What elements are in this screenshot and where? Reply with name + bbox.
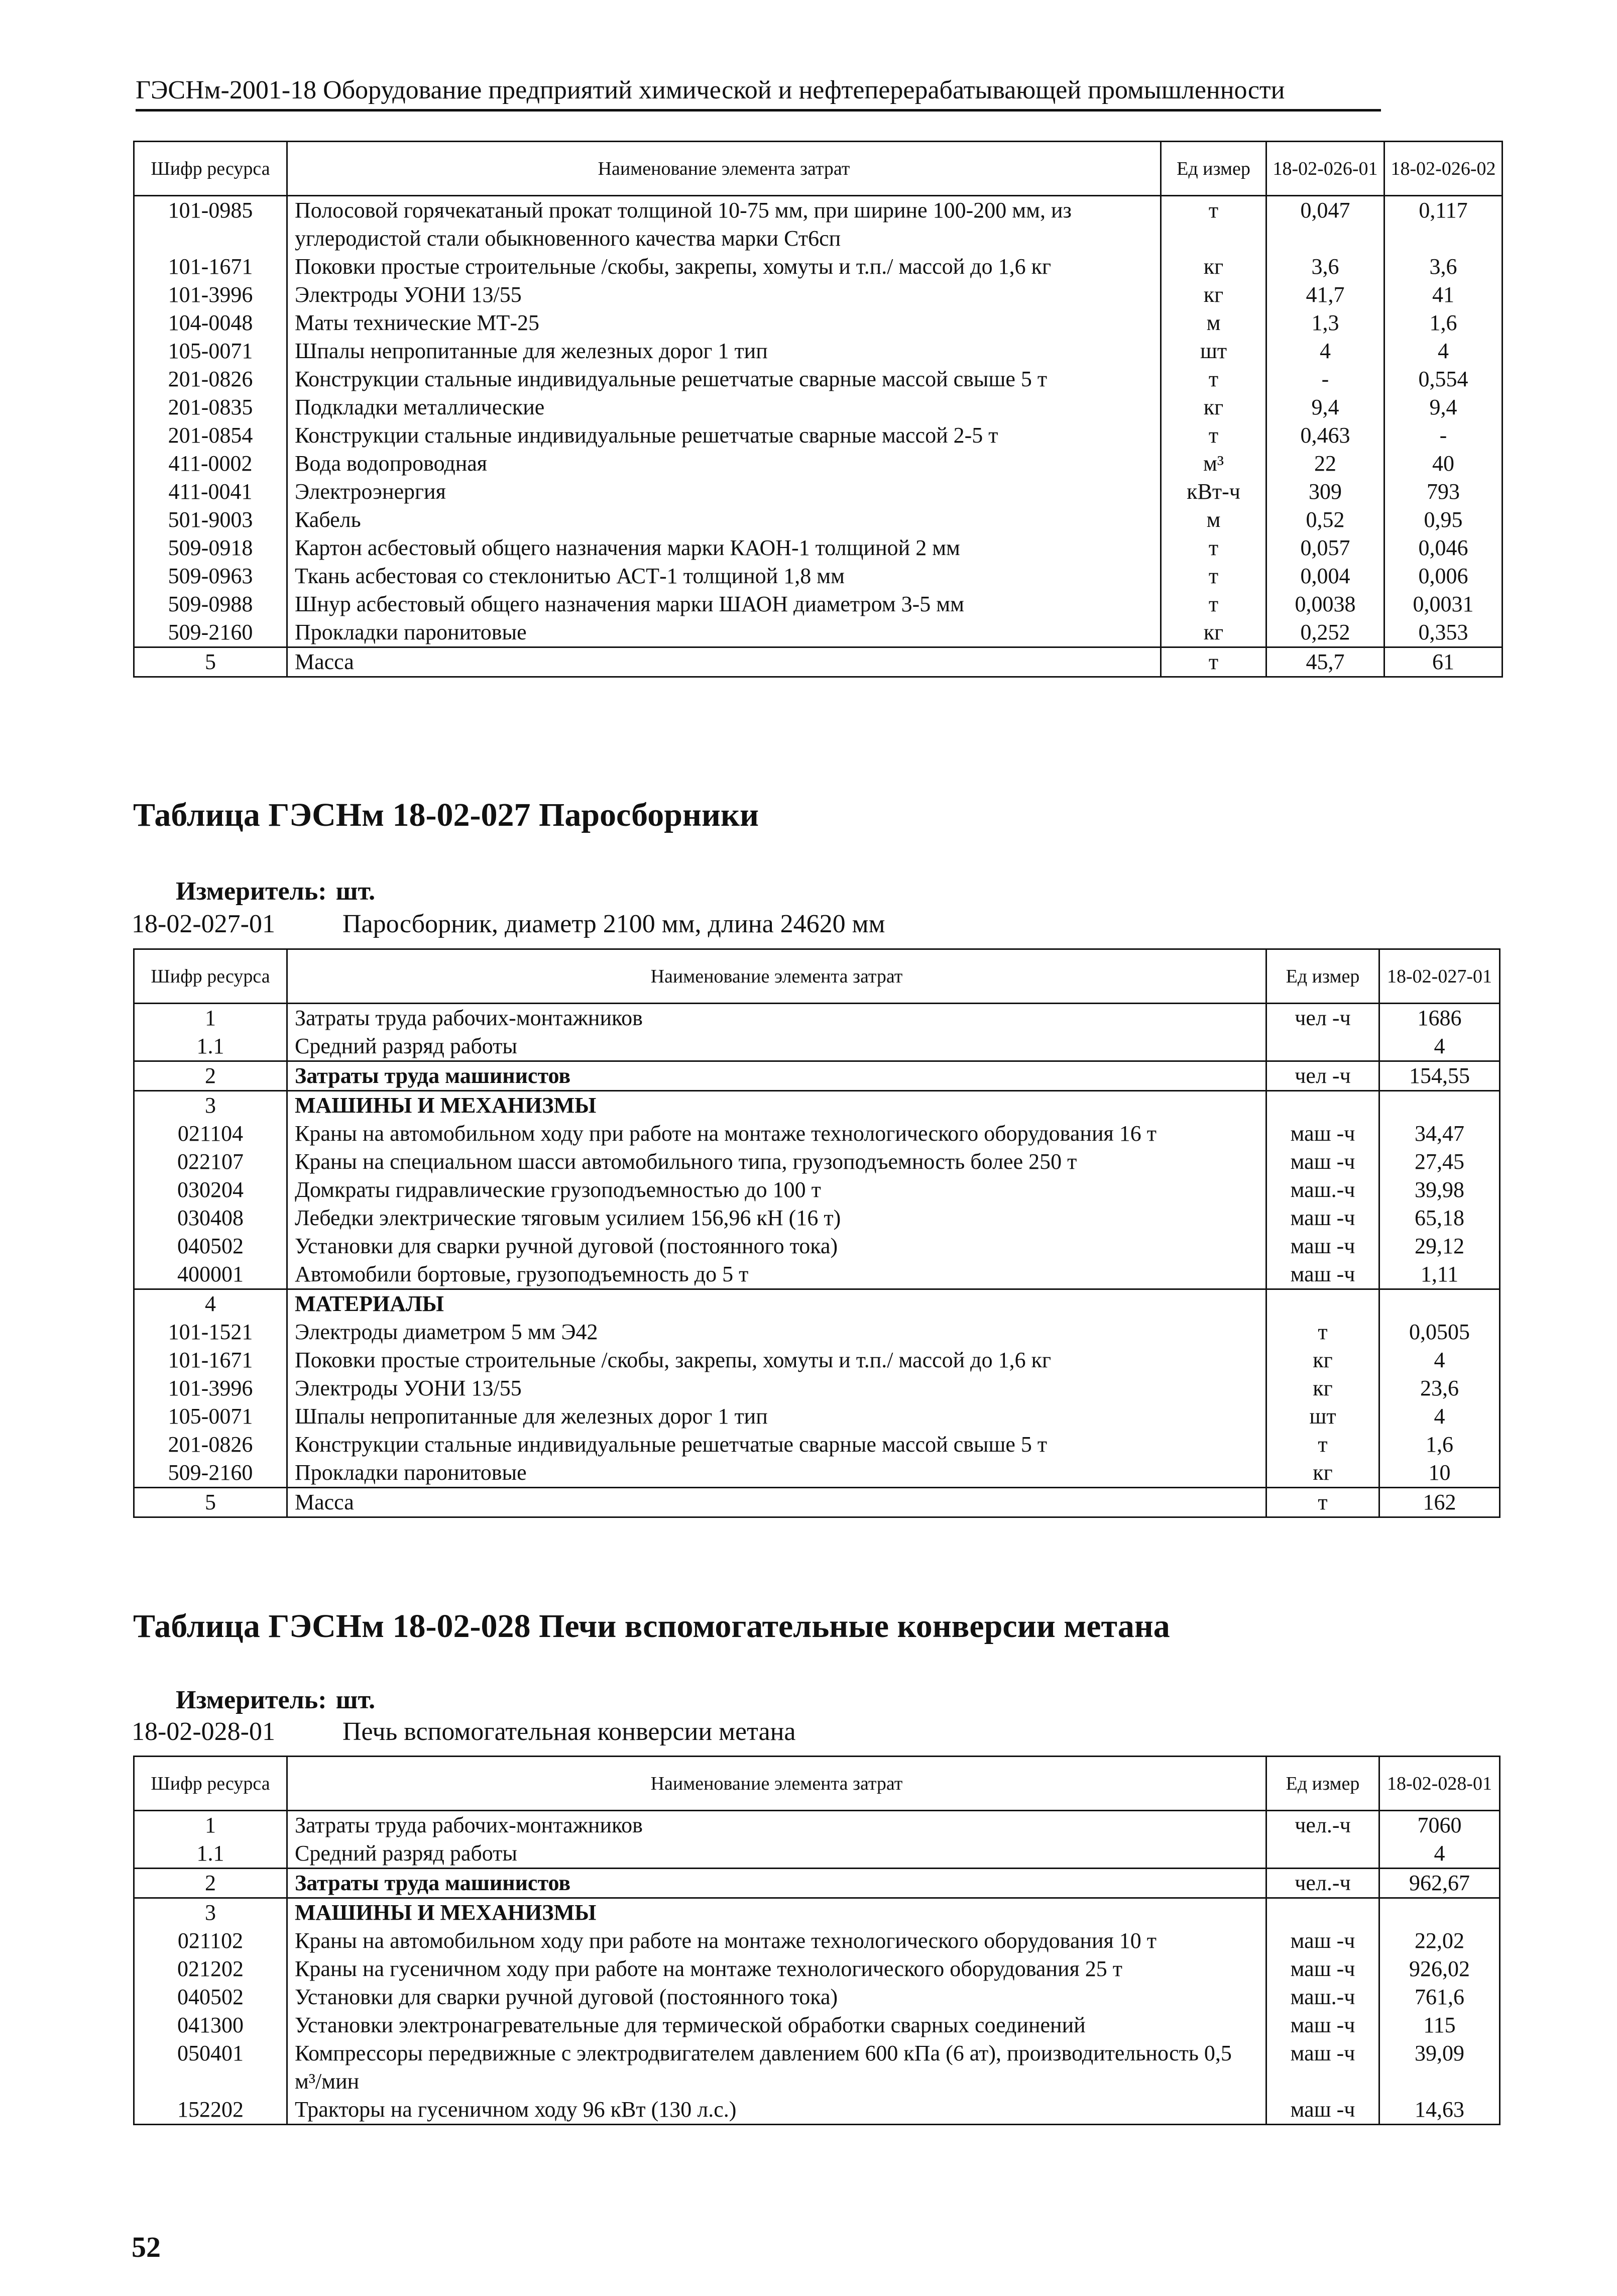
cell-v1: 4 — [1379, 1346, 1500, 1374]
table-row — [134, 1260, 1500, 1289]
cell-v2: 0,554 — [1384, 365, 1503, 393]
cell-code: 101-1671 — [134, 1346, 287, 1374]
cell-v1: 1,3 — [1266, 309, 1384, 337]
cell-code: 021202 — [134, 1955, 287, 1983]
cell-unit: т — [1161, 196, 1266, 253]
table-row — [134, 2011, 1500, 2039]
cell-unit: маш -ч — [1266, 1260, 1379, 1289]
cell-v1: 10 — [1379, 1459, 1500, 1488]
cell-unit: м³ — [1161, 450, 1266, 478]
cell-unit: маш -ч — [1266, 1148, 1379, 1176]
cell-v2: 0,046 — [1384, 534, 1503, 562]
cell-name: Конструкции стальные индивидуальные решетчатые сварные массой свыше 5 т — [287, 1431, 1266, 1459]
col-header-name: Наименование элемента затрат — [287, 142, 1161, 196]
cell-name: Ткань асбестовая со стеклонитью АСТ-1 толщиной 1,8 мм — [287, 562, 1161, 590]
cell-code: 050401 — [134, 2039, 287, 2096]
cell-v1: 22,02 — [1379, 1927, 1500, 1955]
meter-unit: шт. — [335, 1686, 376, 1714]
col-header-name: Наименование элемента затрат — [287, 1757, 1266, 1811]
table-row — [134, 1927, 1500, 1955]
table-row — [134, 1811, 1500, 1840]
cell-name: Шнур асбестовый общего назначения марки ШАОН диаметром 3-5 мм — [287, 590, 1161, 618]
cell-name: Вода водопроводная — [287, 450, 1161, 478]
cell-v1: 34,47 — [1379, 1120, 1500, 1148]
cell-v2: 0,0031 — [1384, 590, 1503, 618]
col-header-code: Шифр ресурса — [134, 1757, 287, 1811]
meter-line — [176, 877, 375, 906]
resource-table-18-02-026 — [133, 141, 1503, 678]
cell-name: Краны на автомобильном ходу при работе на монтаже технологического оборудования 10 т — [287, 1927, 1266, 1955]
cell-name: Электроды диаметром 5 мм Э42 — [287, 1318, 1266, 1346]
cell-unit: т — [1161, 647, 1266, 677]
cell-code: 101-1671 — [134, 253, 287, 281]
cell-code: 1 — [134, 1004, 287, 1033]
cell-code: 3 — [134, 1091, 287, 1120]
cell-code: 411-0041 — [134, 478, 287, 506]
cell-code: 5 — [134, 1488, 287, 1517]
cell-v1: 926,02 — [1379, 1955, 1500, 1983]
cell-name: Установки электронагревательные для термической обработки сварных соединений — [287, 2011, 1266, 2039]
meter-line — [176, 1685, 375, 1715]
cell-unit: чел -ч — [1266, 1061, 1379, 1091]
cell-v1: 0,057 — [1266, 534, 1384, 562]
cell-v2: 41 — [1384, 281, 1503, 309]
cell-unit: кг — [1266, 1459, 1379, 1488]
cell-v1: 1,11 — [1379, 1260, 1500, 1289]
table-row — [134, 506, 1503, 534]
cell-v1: 0,463 — [1266, 421, 1384, 450]
cell-unit: т — [1161, 562, 1266, 590]
cell-v1: 1686 — [1379, 1004, 1500, 1033]
cell-v1: 154,55 — [1379, 1061, 1500, 1091]
cell-code: 101-3996 — [134, 1374, 287, 1402]
cell-code: 509-0963 — [134, 562, 287, 590]
cell-name: Установки для сварки ручной дуговой (постоянного тока) — [287, 1232, 1266, 1260]
item-name: Паросборник, диаметр 2100 мм, длина 24620 мм — [342, 910, 885, 938]
cell-name: Подкладки металлические — [287, 393, 1161, 421]
cell-code: 105-0071 — [134, 1402, 287, 1431]
cell-unit: маш -ч — [1266, 1232, 1379, 1260]
cell-name: Конструкции стальные индивидуальные решетчатые сварные массой свыше 5 т — [287, 365, 1161, 393]
cell-code: 509-2160 — [134, 618, 287, 647]
table-row — [134, 309, 1503, 337]
cell-code: 3 — [134, 1898, 287, 1927]
cell-unit: маш -ч — [1266, 1955, 1379, 1983]
cell-name: Краны на специальном шасси автомобильного типа, грузоподъемность более 250 т — [287, 1148, 1266, 1176]
cell-name: Полосовой горячекатаный прокат толщиной 10-75 мм, при ширине 100-200 мм, из углеродистой стали обыкновенного качества марки Ст6сп — [287, 196, 1161, 253]
cell-name: Краны на гусеничном ходу при работе на монтаже технологического оборудования 25 т — [287, 1955, 1266, 1983]
cell-v1: 4 — [1379, 1839, 1500, 1869]
cell-code: 040502 — [134, 1232, 287, 1260]
table-row — [134, 534, 1503, 562]
cell-v1: 1,6 — [1379, 1431, 1500, 1459]
cell-v1: 65,18 — [1379, 1204, 1500, 1232]
meter-unit: шт. — [335, 877, 376, 906]
cell-name: Компрессоры передвижные с электродвигателем давлением 600 кПа (6 ат), производительность 0,5 м³/мин — [287, 2039, 1266, 2096]
cell-code: 509-0918 — [134, 534, 287, 562]
cell-v2: 40 — [1384, 450, 1503, 478]
cell-unit — [1266, 1289, 1379, 1319]
cell-name: Шпалы непропитанные для железных дорог 1 тип — [287, 1402, 1266, 1431]
cell-name: Электроэнергия — [287, 478, 1161, 506]
table-row — [134, 196, 1503, 253]
table-row — [134, 1148, 1500, 1176]
cell-name: Конструкции стальные индивидуальные решетчатые сварные массой 2-5 т — [287, 421, 1161, 450]
item-line — [132, 1717, 795, 1746]
table-row — [134, 253, 1503, 281]
cell-unit: т — [1161, 534, 1266, 562]
cell-unit: маш.-ч — [1266, 1983, 1379, 2011]
cell-name: Кабель — [287, 506, 1161, 534]
cell-code: 4 — [134, 1289, 287, 1319]
table-row — [134, 1120, 1500, 1148]
cell-v2: 793 — [1384, 478, 1503, 506]
cell-v1: 0,0038 — [1266, 590, 1384, 618]
cell-v1: 115 — [1379, 2011, 1500, 2039]
cell-unit: чел.-ч — [1266, 1869, 1379, 1898]
cell-unit: чел.-ч — [1266, 1811, 1379, 1840]
table-row — [134, 618, 1503, 647]
cell-code: 201-0835 — [134, 393, 287, 421]
table-row — [134, 2096, 1500, 2125]
cell-name: Затраты труда рабочих-монтажников — [287, 1811, 1266, 1840]
table-row — [134, 478, 1503, 506]
cell-code: 1.1 — [134, 1839, 287, 1869]
cell-name: Электроды УОНИ 13/55 — [287, 281, 1161, 309]
col-header-unit: Ед измер — [1266, 1757, 1379, 1811]
table-row — [134, 1983, 1500, 2011]
table-row — [134, 2039, 1500, 2096]
cell-v1: 0,004 — [1266, 562, 1384, 590]
page-number: 52 — [132, 2231, 161, 2263]
cell-code: 105-0071 — [134, 337, 287, 365]
cell-v2: 3,6 — [1384, 253, 1503, 281]
cell-v1: 7060 — [1379, 1811, 1500, 1840]
table-row — [134, 365, 1503, 393]
cell-code: 022107 — [134, 1148, 287, 1176]
cell-name: Картон асбестовый общего назначения марки КАОН-1 толщиной 2 мм — [287, 534, 1161, 562]
cell-name: Средний разряд работы — [287, 1839, 1266, 1869]
cell-code: 152202 — [134, 2096, 287, 2125]
cell-v2: 0,95 — [1384, 506, 1503, 534]
table-row — [134, 1346, 1500, 1374]
cell-v1: 14,63 — [1379, 2096, 1500, 2125]
table-row — [134, 1431, 1500, 1459]
cell-unit: шт — [1266, 1402, 1379, 1431]
cell-code: 021104 — [134, 1120, 287, 1148]
cell-name: Электроды УОНИ 13/55 — [287, 1374, 1266, 1402]
cell-unit: кг — [1266, 1374, 1379, 1402]
cell-unit: маш -ч — [1266, 1927, 1379, 1955]
table-row — [134, 1955, 1500, 1983]
cell-name: Затраты труда машинистов — [287, 1061, 1266, 1091]
cell-unit: маш -ч — [1266, 2039, 1379, 2096]
page-header: ГЭСНм-2001-18 Оборудование предприятий химической и нефтеперерабатывающей промышленности — [136, 75, 1381, 112]
cell-code: 2 — [134, 1061, 287, 1091]
table-row — [134, 562, 1503, 590]
cell-unit — [1266, 1091, 1379, 1120]
cell-v1: - — [1266, 365, 1384, 393]
cell-code: 201-0826 — [134, 1431, 287, 1459]
cell-unit — [1266, 1032, 1379, 1061]
table-row — [134, 1091, 1500, 1120]
table-row — [134, 590, 1503, 618]
cell-name: МАТЕРИАЛЫ — [287, 1289, 1266, 1319]
cell-unit: т — [1161, 590, 1266, 618]
cell-unit: м — [1161, 309, 1266, 337]
cell-name: Средний разряд работы — [287, 1032, 1266, 1061]
col-header-unit: Ед измер — [1266, 949, 1379, 1004]
table-row — [134, 1488, 1500, 1517]
table-row — [134, 1204, 1500, 1232]
cell-name: Затраты труда рабочих-монтажников — [287, 1004, 1266, 1033]
cell-unit: чел -ч — [1266, 1004, 1379, 1033]
cell-name: Краны на автомобильном ходу при работе на монтаже технологического оборудования 16 т — [287, 1120, 1266, 1148]
cell-unit: маш -ч — [1266, 2011, 1379, 2039]
cell-unit: т — [1266, 1431, 1379, 1459]
cell-name: Масса — [287, 647, 1161, 677]
cell-name: МАШИНЫ И МЕХАНИЗМЫ — [287, 1091, 1266, 1120]
table-row — [134, 393, 1503, 421]
cell-v1: 41,7 — [1266, 281, 1384, 309]
table-row — [134, 1402, 1500, 1431]
cell-name: Тракторы на гусеничном ходу 96 кВт (130 л.с.) — [287, 2096, 1266, 2125]
cell-unit: т — [1266, 1488, 1379, 1517]
cell-name: Домкраты гидравлические грузоподъемностью до 100 т — [287, 1176, 1266, 1204]
table-row — [134, 1318, 1500, 1346]
table-title: Таблица ГЭСНм 18-02-027 Паросборники — [133, 797, 759, 833]
col-header-value-1: 18-02-026-01 — [1266, 142, 1384, 196]
cell-unit: маш -ч — [1266, 1204, 1379, 1232]
cell-code: 2 — [134, 1869, 287, 1898]
cell-v1: 3,6 — [1266, 253, 1384, 281]
cell-v1: 27,45 — [1379, 1148, 1500, 1176]
item-code: 18-02-027-01 — [132, 910, 275, 938]
cell-v2: 0,006 — [1384, 562, 1503, 590]
cell-code: 040502 — [134, 1983, 287, 2011]
table-row — [134, 1232, 1500, 1260]
cell-code: 1.1 — [134, 1032, 287, 1061]
table-row — [134, 421, 1503, 450]
cell-name: Маты технические МТ-25 — [287, 309, 1161, 337]
cell-v1: 39,98 — [1379, 1176, 1500, 1204]
cell-v1: 23,6 — [1379, 1374, 1500, 1402]
table-row — [134, 450, 1503, 478]
cell-v1: 0,252 — [1266, 618, 1384, 647]
cell-v2: 4 — [1384, 337, 1503, 365]
cell-v1: 309 — [1266, 478, 1384, 506]
cell-v1: 962,67 — [1379, 1869, 1500, 1898]
cell-v2: 0,117 — [1384, 196, 1503, 253]
cell-code: 5 — [134, 647, 287, 677]
meter-label: Измеритель: — [176, 877, 327, 906]
item-line — [132, 909, 885, 939]
cell-v1: 761,6 — [1379, 1983, 1500, 2011]
table-row — [134, 1032, 1500, 1061]
item-name: Печь вспомогательная конверсии метана — [342, 1717, 796, 1746]
cell-name: Прокладки паронитовые — [287, 1459, 1266, 1488]
cell-code: 104-0048 — [134, 309, 287, 337]
cell-v1: 4 — [1266, 337, 1384, 365]
resource-table-18-02-027 — [133, 948, 1500, 1518]
col-header-unit: Ед измер — [1161, 142, 1266, 196]
table-row — [134, 1869, 1500, 1898]
cell-v1: 29,12 — [1379, 1232, 1500, 1260]
table-row — [134, 281, 1503, 309]
cell-v1: 39,09 — [1379, 2039, 1500, 2096]
table-row — [134, 1061, 1500, 1091]
table-row — [134, 337, 1503, 365]
cell-unit: кг — [1161, 253, 1266, 281]
cell-unit — [1266, 1839, 1379, 1869]
cell-name: Автомобили бортовые, грузоподъемность до 5 т — [287, 1260, 1266, 1289]
table-row — [134, 1004, 1500, 1033]
cell-unit: кг — [1161, 618, 1266, 647]
cell-unit: кг — [1161, 393, 1266, 421]
cell-v2: 61 — [1384, 647, 1503, 677]
cell-code: 021102 — [134, 1927, 287, 1955]
cell-unit: кг — [1266, 1346, 1379, 1374]
cell-unit: м — [1161, 506, 1266, 534]
table-row — [134, 1839, 1500, 1869]
cell-v1: 4 — [1379, 1032, 1500, 1061]
cell-code: 1 — [134, 1811, 287, 1840]
cell-v1 — [1379, 1091, 1500, 1120]
cell-name: Прокладки паронитовые — [287, 618, 1161, 647]
cell-code: 201-0826 — [134, 365, 287, 393]
cell-v1 — [1379, 1289, 1500, 1319]
cell-code: 030408 — [134, 1204, 287, 1232]
cell-code: 501-9003 — [134, 506, 287, 534]
cell-v1: 0,0505 — [1379, 1318, 1500, 1346]
cell-v2: 9,4 — [1384, 393, 1503, 421]
cell-unit — [1266, 1898, 1379, 1927]
cell-unit: шт — [1161, 337, 1266, 365]
cell-name: Поковки простые строительные /скобы, закрепы, хомуты и т.п./ массой до 1,6 кг — [287, 1346, 1266, 1374]
cell-code: 101-1521 — [134, 1318, 287, 1346]
table-row — [134, 1898, 1500, 1927]
cell-v2: 1,6 — [1384, 309, 1503, 337]
cell-code: 400001 — [134, 1260, 287, 1289]
col-header-code: Шифр ресурса — [134, 142, 287, 196]
cell-v1: 162 — [1379, 1488, 1500, 1517]
col-header-value-2: 18-02-026-02 — [1384, 142, 1503, 196]
cell-unit: маш -ч — [1266, 1120, 1379, 1148]
cell-v1: 22 — [1266, 450, 1384, 478]
col-header-code: Шифр ресурса — [134, 949, 287, 1004]
cell-v2: - — [1384, 421, 1503, 450]
cell-name: Шпалы непропитанные для железных дорог 1 тип — [287, 337, 1161, 365]
table-title: Таблица ГЭСНм 18-02-028 Печи вспомогательные конверсии метана — [133, 1608, 1170, 1645]
table-row — [134, 1176, 1500, 1204]
cell-code: 201-0854 — [134, 421, 287, 450]
cell-unit: кВт-ч — [1161, 478, 1266, 506]
col-header-name: Наименование элемента затрат — [287, 949, 1266, 1004]
cell-code: 101-3996 — [134, 281, 287, 309]
meter-label: Измеритель: — [176, 1686, 327, 1714]
cell-unit: кг — [1161, 281, 1266, 309]
cell-unit: т — [1161, 421, 1266, 450]
cell-unit: т — [1161, 365, 1266, 393]
cell-name: МАШИНЫ И МЕХАНИЗМЫ — [287, 1898, 1266, 1927]
cell-code: 509-2160 — [134, 1459, 287, 1488]
cell-code: 030204 — [134, 1176, 287, 1204]
col-header-value-1: 18-02-027-01 — [1379, 949, 1500, 1004]
cell-v1: 0,52 — [1266, 506, 1384, 534]
table-row — [134, 647, 1503, 677]
table-row — [134, 1459, 1500, 1488]
table-row — [134, 1289, 1500, 1319]
cell-name: Масса — [287, 1488, 1266, 1517]
cell-unit: маш.-ч — [1266, 1176, 1379, 1204]
cell-v2: 0,353 — [1384, 618, 1503, 647]
cell-name: Поковки простые строительные /скобы, закрепы, хомуты и т.п./ массой до 1,6 кг — [287, 253, 1161, 281]
cell-name: Установки для сварки ручной дуговой (постоянного тока) — [287, 1983, 1266, 2011]
cell-code: 041300 — [134, 2011, 287, 2039]
cell-v1: 9,4 — [1266, 393, 1384, 421]
cell-unit: т — [1266, 1318, 1379, 1346]
cell-v1: 45,7 — [1266, 647, 1384, 677]
col-header-value-1: 18-02-028-01 — [1379, 1757, 1500, 1811]
cell-v1: 4 — [1379, 1402, 1500, 1431]
cell-code: 411-0002 — [134, 450, 287, 478]
cell-code: 509-0988 — [134, 590, 287, 618]
cell-code: 101-0985 — [134, 196, 287, 253]
cell-v1 — [1379, 1898, 1500, 1927]
resource-table-18-02-028 — [133, 1756, 1500, 2125]
table-row — [134, 1374, 1500, 1402]
cell-unit: маш -ч — [1266, 2096, 1379, 2125]
item-code: 18-02-028-01 — [132, 1717, 275, 1746]
cell-name: Затраты труда машинистов — [287, 1869, 1266, 1898]
cell-name: Лебедки электрические тяговым усилием 156,96 кН (16 т) — [287, 1204, 1266, 1232]
cell-v1: 0,047 — [1266, 196, 1384, 253]
